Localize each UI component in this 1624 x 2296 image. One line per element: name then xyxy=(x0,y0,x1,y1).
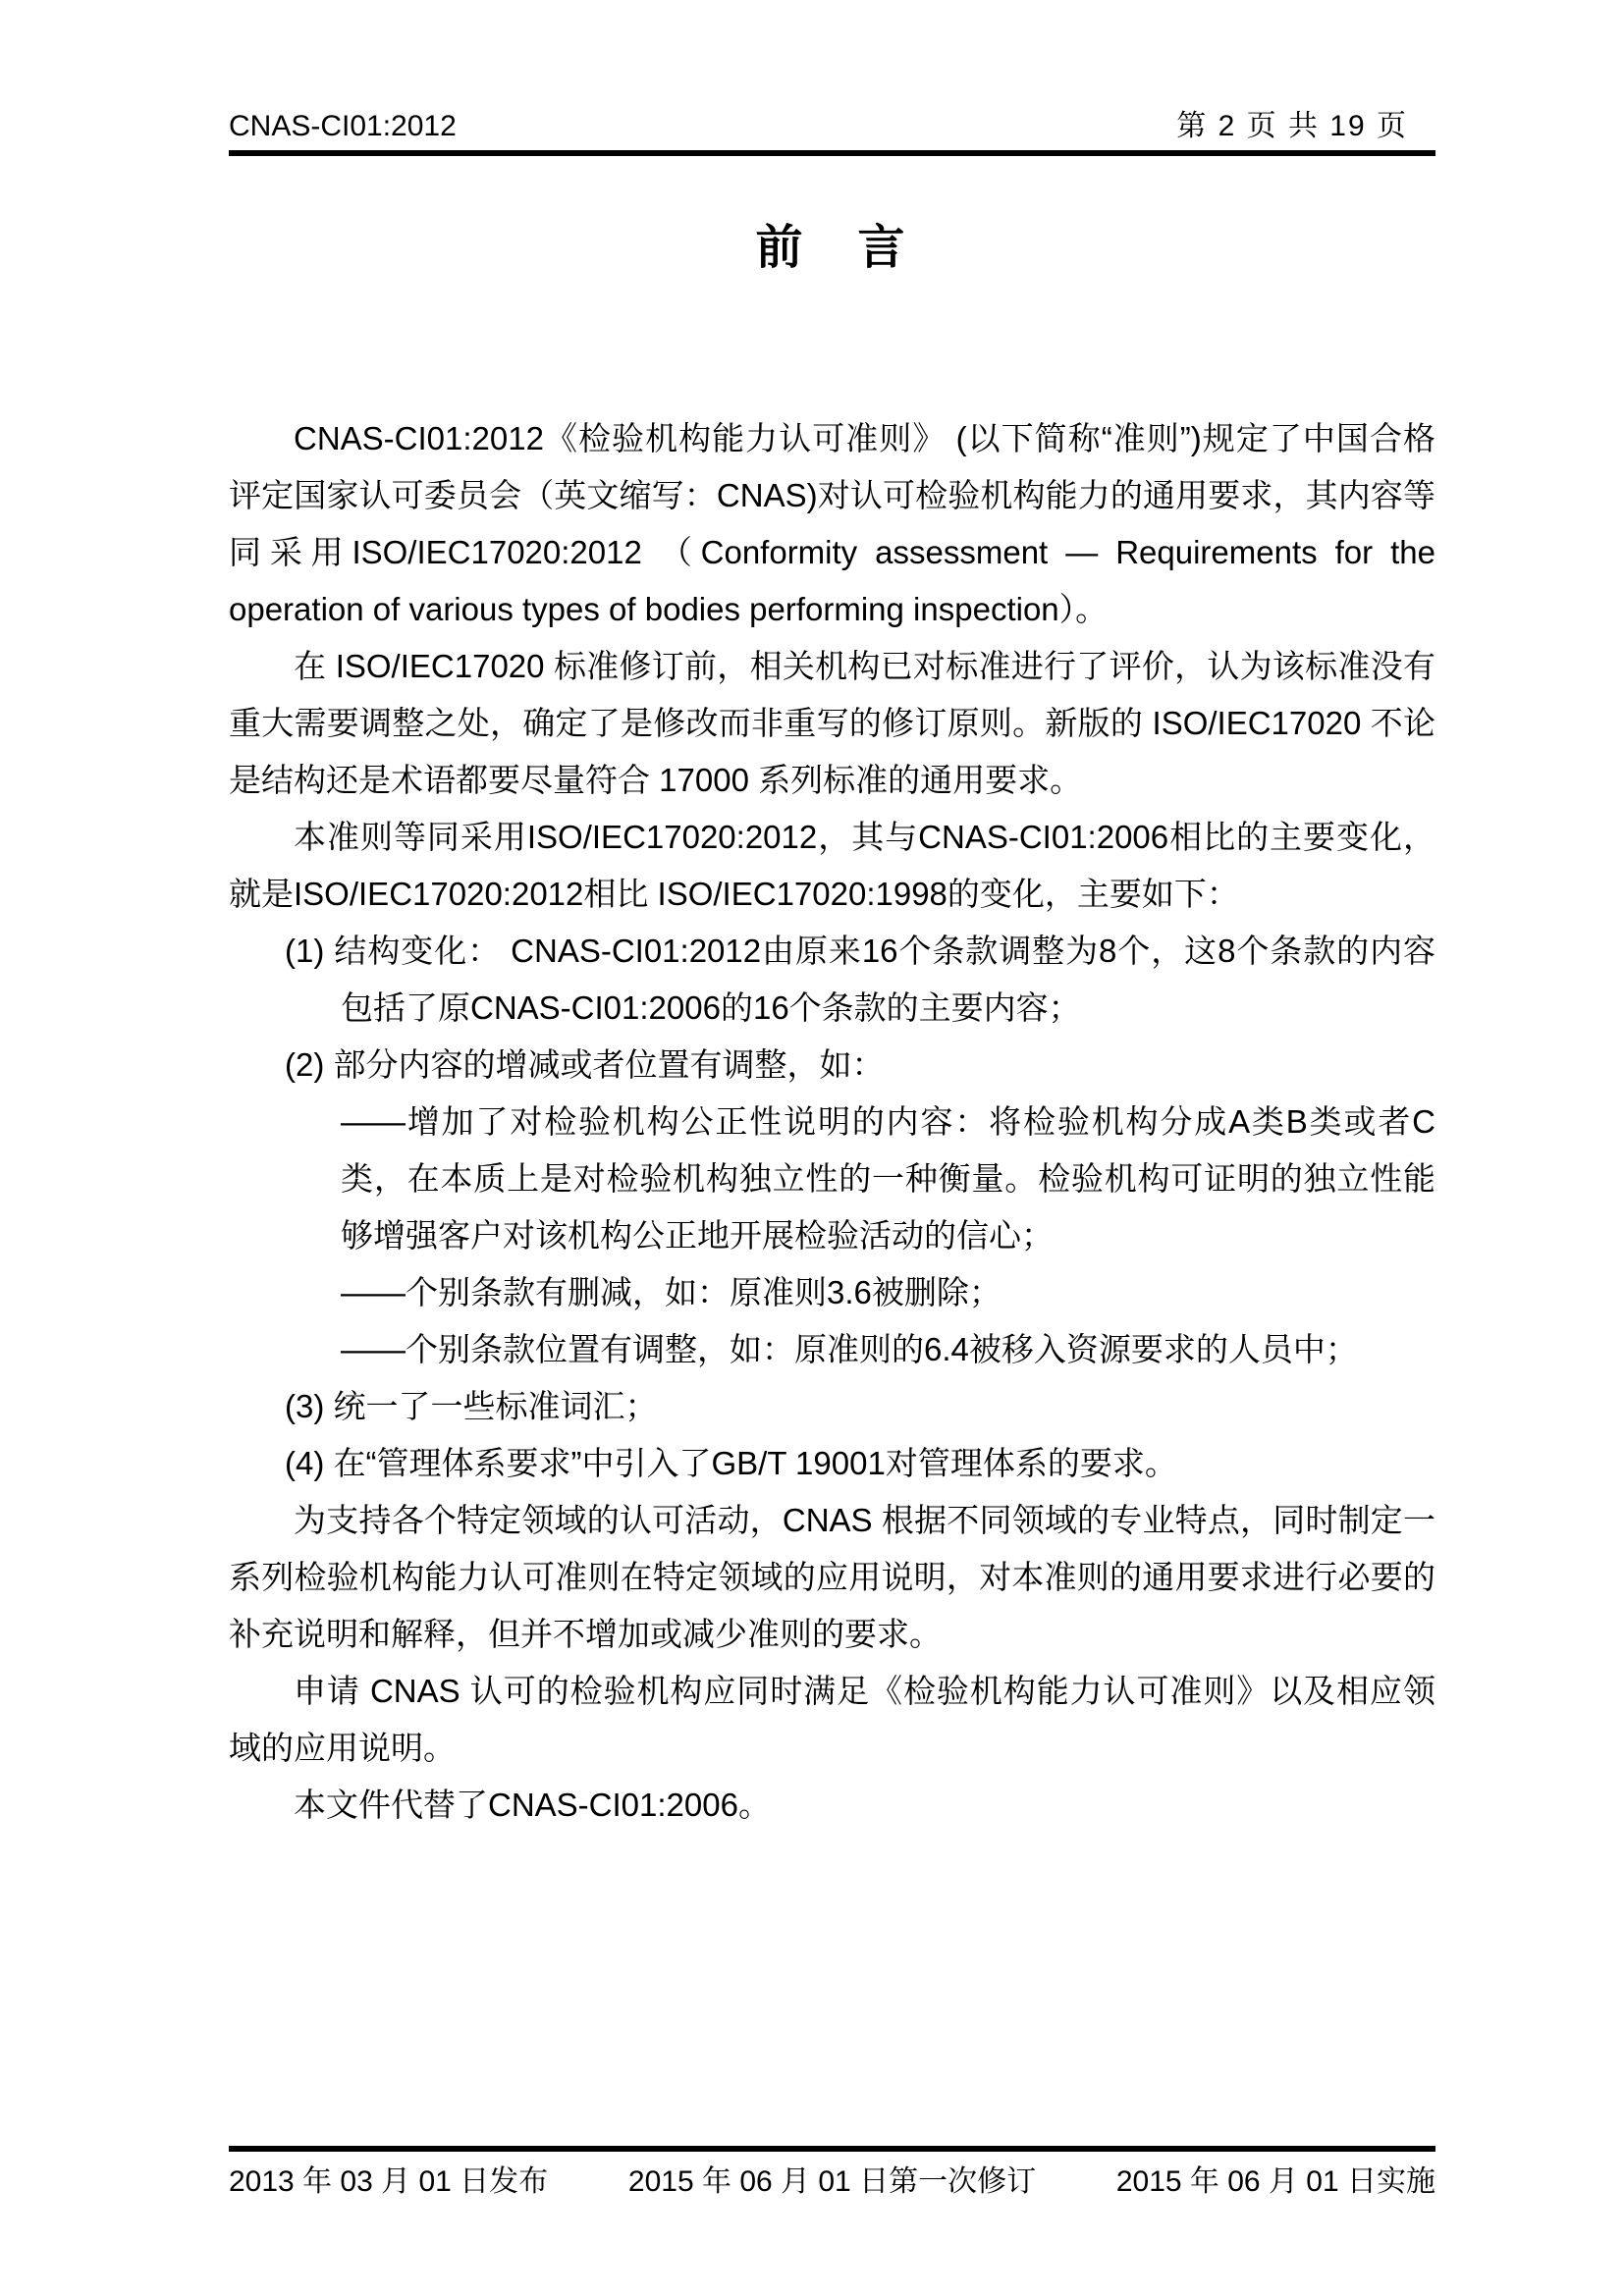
footer-issue-date: 2013 年 03 月 01 日发布 xyxy=(229,2165,549,2198)
header-doc-code: CNAS-CI01:2012 xyxy=(229,110,457,142)
footer-revision-date: 2015 年 06 月 01 日第一次修订 xyxy=(627,2165,1037,2198)
paragraph: ——增加了对检验机构公正性说明的内容：将检验机构分成A类B类或者C类，在本质上是对检验机构独立性的一种衡量。检验机构可证明的独立性能够增强客户对该机构公正地开展检验活动的信心； xyxy=(341,1103,1435,1254)
header-rule xyxy=(229,150,1435,156)
paragraph: 为支持各个特定领域的认可活动，CNAS 根据不同领域的专业特点，同时制定一系列检验机构能力认可准则在特定领域的应用说明，对本准则的通用要求进行必要的补充说明和解释，但并不增加或减少准则的要求。 xyxy=(229,1502,1435,1652)
paragraph: (1) 结构变化： CNAS-CI01:2012由原来16个条款调整为8个，这8个条款的内容包括了原CNAS-CI01:2006的16个条款的主要内容； xyxy=(285,933,1435,1026)
page-title: 前 言 xyxy=(755,222,909,274)
paragraph: 在 ISO/IEC17020 标准修订前，相关机构已对标准进行了评价，认为该标准没有重大需要调整之处，确定了是修改而非重写的修订原则。新版的 ISO/IEC17020 不论是结构还是术语都要尽量符合 17000 系列标准的通用要求。 xyxy=(229,648,1435,798)
paragraph: 申请 CNAS 认可的检验机构应同时满足《检验机构能力认可准则》以及相应领域的应用说明。 xyxy=(229,1673,1435,1766)
paragraph: ——个别条款位置有调整，如：原准则的6.4被移入资源要求的人员中； xyxy=(341,1331,1358,1367)
paragraph: ——个别条款有删减，如：原准则3.6被删除； xyxy=(341,1274,1001,1310)
document-body xyxy=(229,410,1435,1834)
paragraph: (4) 在“管理体系要求”中引入了GB/T 19001对管理体系的要求。 xyxy=(285,1445,1177,1481)
paragraph: (2) 部分内容的增减或者位置有调整，如： xyxy=(285,1046,885,1083)
paragraph: 本准则等同采用ISO/IEC17020:2012，其与CNAS-CI01:2006相比的主要变化，就是ISO/IEC17020:2012相比 ISO/IEC17020:1998的变化，主要如下： xyxy=(229,819,1435,912)
page-header xyxy=(229,110,1435,143)
paragraph: CNAS-CI01:2012《检验机构能力认可准则》 (以下简称“准则”)规定了中国合格评定国家认可委员会（英文缩写：CNAS)对认可检验机构能力的通用要求，其内容等同采用ISO/IEC17020:2012 （Conformity assessment — Requirements for the operation of various types of bodies performing inspection）。 xyxy=(229,420,1435,627)
page-footer xyxy=(229,2164,1435,2200)
paragraph: (3) 统一了一些标准词汇； xyxy=(285,1388,658,1424)
header-page-number: 第 2 页 共 19 页 xyxy=(1176,110,1408,142)
footer-implementation-date: 2015 年 06 月 01 日实施 xyxy=(1115,2165,1435,2198)
paragraph: 本文件代替了CNAS-CI01:2006。 xyxy=(294,1787,771,1823)
footer-rule xyxy=(229,2146,1435,2152)
